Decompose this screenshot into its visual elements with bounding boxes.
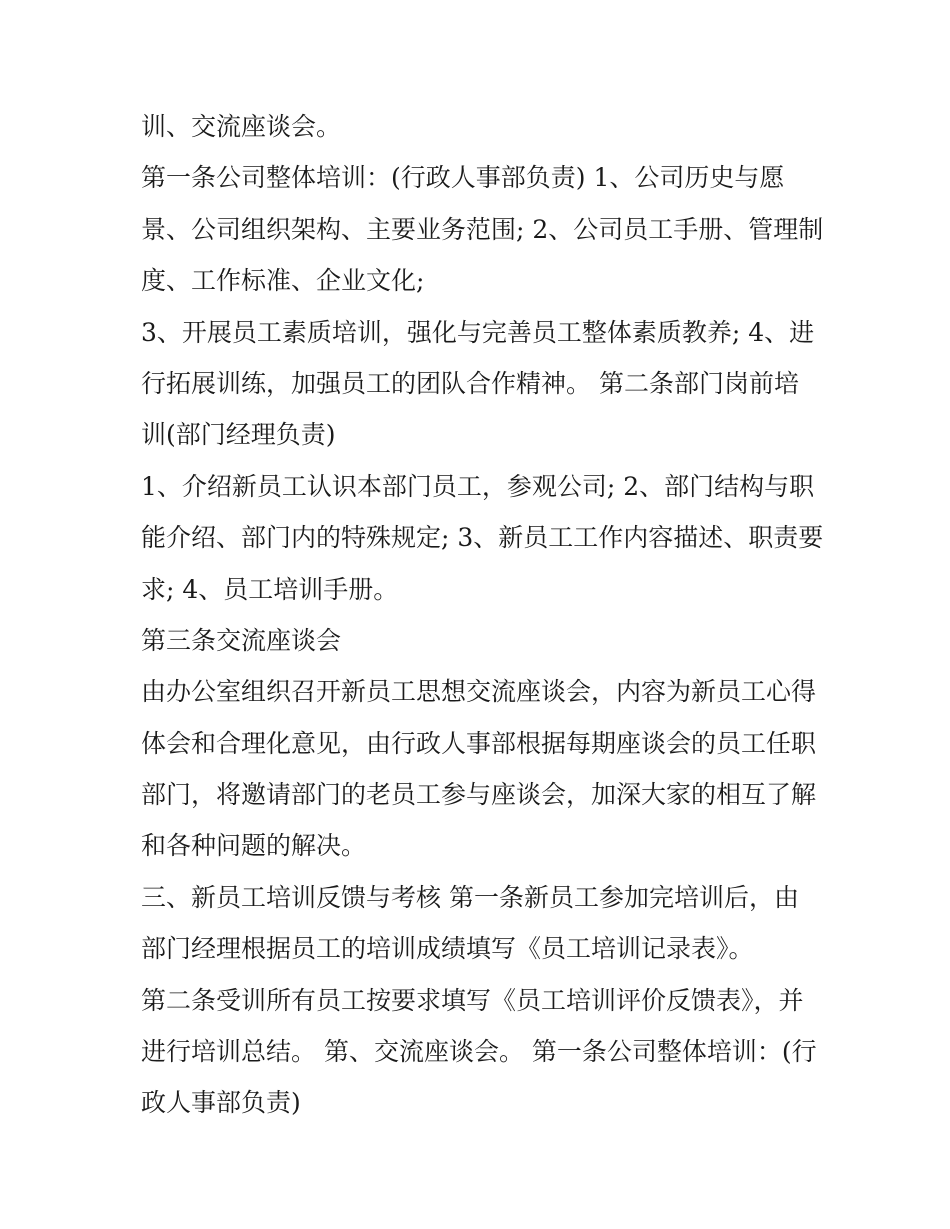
- document-body: [141, 107, 824, 1135]
- text-line: 能介绍、部门内的特殊规定; 3、新员工工作内容描述、职责要: [141, 523, 824, 553]
- text-line: 第一条公司整体培训：(行政人事部负责) 1、公司历史与愿: [141, 163, 785, 193]
- text-line: 进行培训总结。 第、交流座谈会。 第一条公司整体培训：(行: [141, 1037, 817, 1067]
- text-line: 求; 4、员工培训手册。: [141, 574, 399, 604]
- text-line: 和各种问题的解决。: [141, 831, 367, 861]
- text-line: 由办公室组织召开新员工思想交流座谈会，内容为新员工心得: [141, 677, 817, 707]
- text-line: 第二条受训所有员工按要求填写《员工培训评价反馈表》，并: [141, 985, 804, 1015]
- text-line: 部门经理根据员工的培训成绩填写《员工培训记录表》。: [141, 934, 754, 964]
- section-heading: 第三条交流座谈会: [141, 625, 342, 655]
- text-line: 训、交流座谈会。: [141, 112, 342, 141]
- text-line: 1、介绍新员工认识本部门员工，参观公司; 2、部门结构与职: [141, 471, 815, 501]
- text-line: 部门，将邀请部门的老员工参与座谈会，加深大家的相互了解: [141, 780, 817, 810]
- text-line: 三、新员工培训反馈与考核 第一条新员工参加完培训后，由: [141, 882, 799, 912]
- text-line: 行拓展训练，加强员工的团队合作精神。 第二条部门岗前培: [141, 368, 799, 398]
- text-line: 景、公司组织架构、主要业务范围; 2、公司员工手册、管理制: [141, 214, 824, 244]
- text-line: 训(部门经理负责): [141, 420, 336, 450]
- text-line: 3、开展员工素质培训，强化与完善员工整体素质教养; 4、进: [141, 317, 815, 347]
- text-line: 政人事部负责): [141, 1088, 301, 1118]
- text-line: 体会和合理化意见，由行政人事部根据每期座谈会的员工任职: [141, 728, 817, 758]
- text-line: 度、工作标准、企业文化;: [141, 266, 425, 296]
